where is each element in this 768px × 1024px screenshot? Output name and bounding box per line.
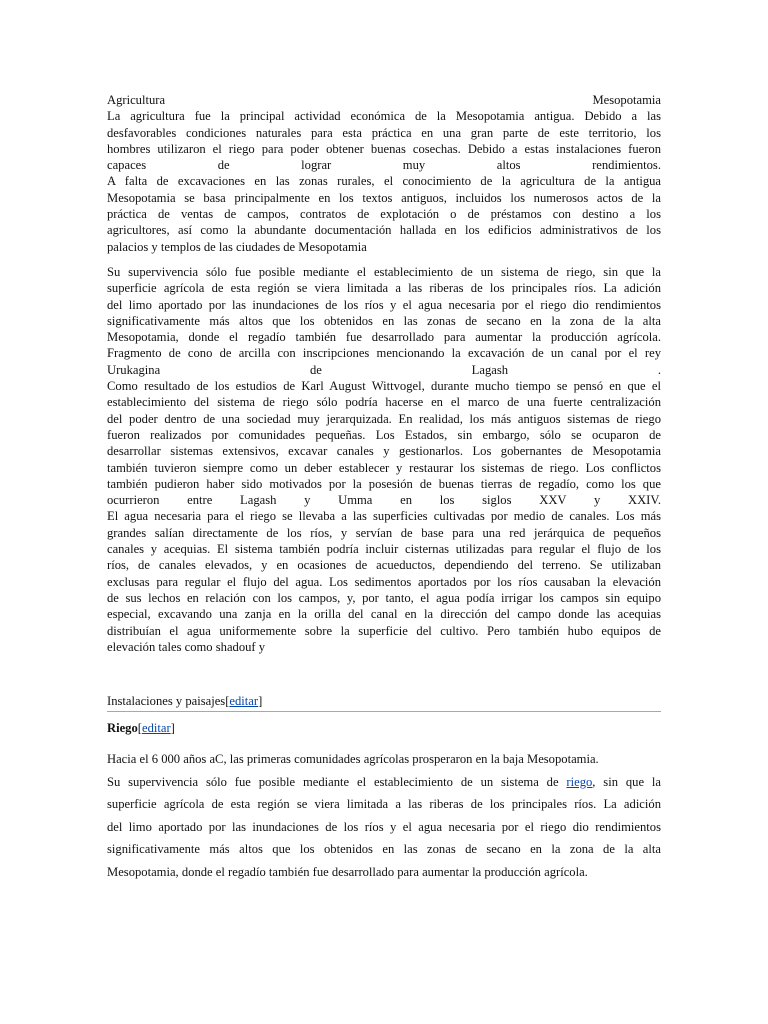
section-gap bbox=[107, 655, 661, 693]
title-left: Agricultura bbox=[107, 93, 166, 107]
text-line: El agua necesaria para el riego se llevaba a las superficies cultivadas por medio de canales. Los más bbox=[107, 509, 661, 524]
text-line-with-link bbox=[107, 771, 661, 794]
text-line: del poder dentro de una sociedad muy jerarquizada. En realidad, los más antiguos sistemas de riego bbox=[107, 411, 661, 426]
text-line: también tuvieron siempre como un deber establecer y restaurar los sistemas de riego. Los conflictos bbox=[107, 460, 661, 475]
text-line: distribuían el agua uniformemente sobre la superficie del cultivo. Pero también hubo equipos de bbox=[107, 623, 661, 638]
text-line: Como resultado de los estudios de Karl August Wittvogel, durante mucho tiempo se pensó en que el bbox=[107, 379, 661, 394]
text-line: elevación tales como shadouf y bbox=[107, 639, 266, 654]
text-line: exclusas para regular el flujo del agua. Los sedimentos aportados por los ríos causaban la elevación bbox=[107, 574, 661, 589]
edit-subsection-link[interactable]: editar bbox=[141, 721, 171, 736]
text-line: hombres utilizaron el riego para poder obtener buenas cosechas. Debido a estas instalaciones fueron bbox=[107, 141, 661, 156]
document-title-line bbox=[107, 92, 661, 108]
paragraph-gap bbox=[107, 255, 661, 264]
text-line: capaces de lograr muy altos rendimientos. bbox=[107, 158, 661, 173]
text-line: ríos, de canales elevados, y en ocasiones de acueductos, dependiendo del terreno. Se utilizaban bbox=[107, 558, 661, 573]
text-line: especial, excavando una zanja en la orilla del canal en la dirección del campo donde las acequias bbox=[107, 607, 661, 622]
text-line: desfavorables condiciones naturales para esta práctica en una gran parte de este territorio, los bbox=[107, 125, 661, 140]
subsection-heading bbox=[107, 720, 661, 736]
text-line: Mesopotamia, donde el regadío también fue desarrollado para aumentar la producción agrícola. bbox=[107, 330, 661, 345]
text-line: agricultores, así como la abundante documentación hallada en los edificios administrativos de los bbox=[107, 223, 661, 238]
text-line: desarrollar sistemas extensivos, excavar canales y gestionarlos. Los gobernantes de Mesopotamia bbox=[107, 444, 661, 459]
text-line: del limo aportado por las inundaciones de los ríos y el agua necesaria por el riego dio rendimientos bbox=[107, 819, 661, 834]
text-line: superficie agrícola de esta región se viera limitada a las riberas de los principales ríos. La adición bbox=[107, 281, 661, 296]
text-line: significativamente más altos que los obtenidos en las zonas de secano en la zona de la alta bbox=[107, 313, 661, 328]
text-line: del limo aportado por las inundaciones de los ríos y el agua necesaria por el riego dio rendimientos bbox=[107, 297, 661, 312]
document-page bbox=[107, 92, 661, 883]
bracket-open: [ bbox=[137, 721, 142, 736]
text-line: de sus lechos en relación con los campos, y, por tanto, el agua podía irrigar los campos sin equipo bbox=[107, 590, 661, 605]
text-line: significativamente más altos que los obtenidos en las zonas de secano en la zona de la alta bbox=[107, 842, 661, 857]
text-line: Fragmento de cono de arcilla con inscripciones mencionando la excavación de un canal por el rey bbox=[107, 346, 661, 361]
title-right: Mesopotamia bbox=[592, 93, 661, 107]
text-line: grandes salían directamente de los ríos, y servían de base para una red jerárquica de pequeños bbox=[107, 525, 661, 540]
text-line: canales y acequias. El sistema también podría incluir cisternas utilizadas para regular el flujo de los bbox=[107, 542, 661, 557]
paragraph-intro bbox=[107, 92, 661, 255]
text-line: fueron realizados por comunidades pequeñas. Los Estados, sin embargo, sólo se ocuparon de bbox=[107, 427, 661, 442]
text-line: La agricultura fue la principal actividad económica de la Mesopotamia antigua. Debido a las bbox=[107, 109, 661, 124]
text-line: práctica de ventas de campos, contratos de explotación o de préstamos con destino a los bbox=[107, 207, 661, 222]
bracket-open: [ bbox=[225, 694, 230, 709]
edit-section-link[interactable]: editar bbox=[229, 694, 259, 709]
section-heading bbox=[107, 693, 661, 712]
text-segment: , sin que la bbox=[592, 774, 661, 789]
text-line: Mesopotamia, donde el regadío también fue desarrollado para aumentar la producción agrícola. bbox=[107, 864, 588, 879]
text-line: Hacia el 6 000 años aC, las primeras comunidades agrícolas prosperaron en la baja Mesopotamia. bbox=[107, 752, 599, 767]
paragraph-riego bbox=[107, 264, 661, 655]
text-line: A falta de excavaciones en las zonas rurales, el conocimiento de la agricultura de la antigua bbox=[107, 174, 661, 189]
text-segment: Su supervivencia sólo fue posible mediante el establecimiento de un sistema de bbox=[107, 774, 567, 789]
section-heading-text: Instalaciones y paisajes bbox=[107, 694, 226, 709]
text-line: Urukagina de Lagash . bbox=[107, 362, 661, 377]
text-line: superficie agrícola de esta región se viera limitada a las riberas de los principales ríos. La adición bbox=[107, 797, 661, 812]
bracket-close: ] bbox=[170, 721, 175, 736]
text-line: ocurrieron entre Lagash y Umma en los siglos XXV y XXIV. bbox=[107, 493, 661, 508]
subsection-heading-text: Riego bbox=[107, 721, 138, 736]
text-line: también pudieron haber sido motivados por la posesión de buenas tierras de regadío, como los que bbox=[107, 476, 661, 491]
wiki-paragraph bbox=[107, 748, 661, 883]
bracket-close: ] bbox=[258, 694, 263, 709]
text-line: establecimiento del sistema de riego sólo podría hacerse en el marco de una fuerte centralización bbox=[107, 395, 661, 410]
text-line: Su supervivencia sólo fue posible mediante el establecimiento de un sistema de riego, sin que la bbox=[107, 264, 661, 279]
riego-link[interactable]: riego bbox=[566, 774, 593, 789]
text-line: Mesopotamia se basa principalmente en los textos antiguos, incluidos los numerosos actos de la bbox=[107, 190, 661, 205]
text-line: palacios y templos de las ciudades de Mesopotamia bbox=[107, 239, 367, 254]
